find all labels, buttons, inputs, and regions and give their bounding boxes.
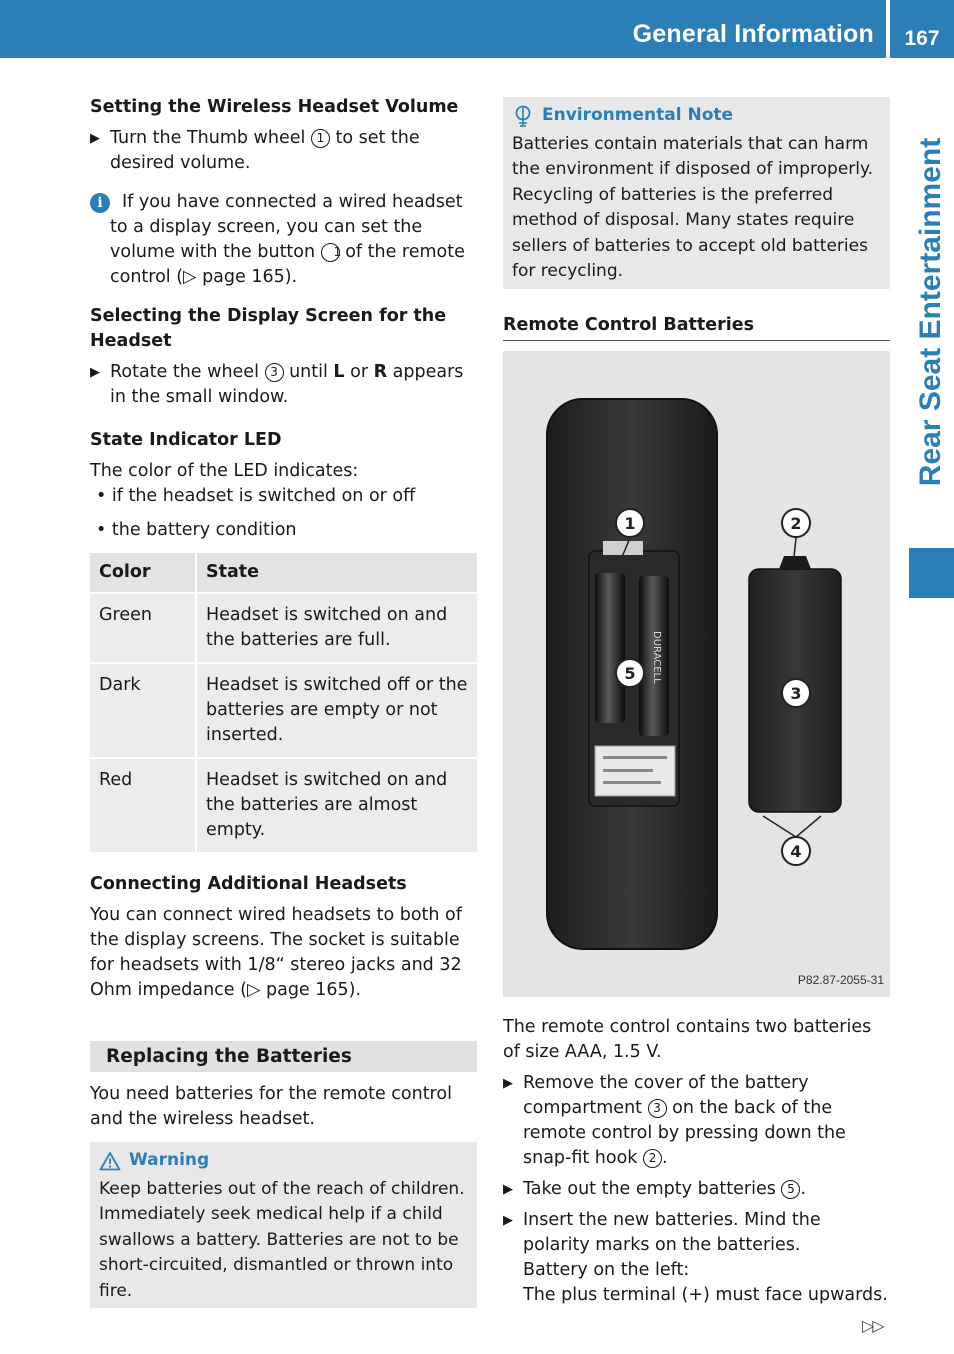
battery-brand-label: DURACELL xyxy=(651,630,662,684)
callout-2-icon xyxy=(782,509,810,537)
svg-text:1: 1 xyxy=(624,513,636,533)
svg-text:3: 3 xyxy=(790,683,802,703)
callout-3-icon xyxy=(782,679,810,707)
callout-3-icon: 3 xyxy=(265,363,284,382)
callout-5-icon xyxy=(616,659,644,687)
callout-2-icon: 2 xyxy=(643,1149,662,1168)
svg-text:2: 2 xyxy=(790,513,802,533)
step-arrow-icon: ▶ xyxy=(503,1075,513,1091)
table-header: State xyxy=(196,553,477,593)
connect-text: You can connect wired headsets to both of the display screens. The socket is suitable for headsets with 1/8“ stereo jacks and 32 Ohm impedance (▷ page 165). xyxy=(90,905,462,1000)
connect-heading: Connecting Additional Headsets xyxy=(90,874,407,894)
callout-3-icon: 3 xyxy=(648,1099,667,1118)
page-number-box xyxy=(890,0,954,58)
table-row xyxy=(90,663,477,758)
step-insert-batteries: ▶ Insert the new batteries. Mind the polarity marks on the batteries. Battery on the left: The plus terminal (+) must face upwards. xyxy=(503,1209,888,1305)
environmental-note-box xyxy=(503,97,890,289)
led-intro: The color of the LED indicates: xyxy=(90,461,359,481)
side-tab-marker xyxy=(909,548,954,598)
table-header: Color xyxy=(90,553,196,593)
step-remove-cover: ▶ Remove the cover of the battery compartment 3 on the back of the remote control by pressing down the snap-fit hook 2 . xyxy=(503,1072,846,1168)
info-icon: i xyxy=(90,193,110,213)
warning-box xyxy=(90,1142,477,1308)
list-item: • if the headset is switched on or off xyxy=(96,486,416,506)
callout-5-icon: 5 xyxy=(781,1180,800,1199)
page-number: 167 xyxy=(904,27,940,50)
remote-control-text: The remote control contains two batteries of size AAA, 1.5 V. xyxy=(503,1016,872,1062)
remote-control-figure xyxy=(503,351,890,997)
side-tab-label: Rear Seat Entertainment xyxy=(914,137,947,487)
replace-text: You need batteries for the remote control and the wireless headset. xyxy=(90,1084,452,1129)
svg-text:5: 5 xyxy=(624,663,636,683)
warning-title: Warning xyxy=(129,1150,210,1170)
continue-marker-icon: ▷▷ xyxy=(862,1316,883,1335)
remote-control-illustration xyxy=(503,351,890,997)
table-cell: Dark xyxy=(90,663,196,758)
remote-control-heading: Remote Control Batteries xyxy=(503,313,890,341)
led-heading: State Indicator LED xyxy=(90,430,282,450)
table-header-row xyxy=(90,553,477,593)
step-arrow-icon: ▶ xyxy=(503,1181,513,1197)
side-tab xyxy=(909,58,954,544)
environmental-note-title: Environmental Note xyxy=(542,105,734,125)
left-column xyxy=(90,95,477,1308)
figure-reference: P82.87-2055-31 xyxy=(797,972,884,987)
step-take-out-batteries: ▶ Take out the empty batteries 5 . xyxy=(503,1177,890,1202)
table-cell: Headset is switched on and the batteries are almost empty. xyxy=(196,758,477,853)
step-arrow-icon: ▶ xyxy=(90,131,100,146)
callout-1-icon xyxy=(616,509,644,537)
table-cell: Green xyxy=(90,593,196,663)
lightbulb-icon xyxy=(512,104,534,128)
led-state-table xyxy=(90,553,477,854)
list-item: • the battery condition xyxy=(96,520,297,540)
chapter-title: General Information xyxy=(632,20,874,48)
replace-section-heading: Replacing the Batteries xyxy=(90,1041,477,1072)
callout-1-icon: 1 xyxy=(311,129,330,148)
svg-text:4: 4 xyxy=(790,841,802,861)
volume-step: ▶ Turn the Thumb wheel 1 to set the desired volume. xyxy=(90,128,420,173)
warning-triangle-icon xyxy=(99,1151,121,1171)
select-heading: Selecting the Display Screen for the Headset xyxy=(90,306,447,351)
select-step: ▶ Rotate the wheel 3 until L or R appears in the small window. xyxy=(90,362,464,407)
header-bar xyxy=(0,0,886,58)
callout-4-icon xyxy=(782,837,810,865)
right-column xyxy=(503,97,890,1308)
table-cell: Red xyxy=(90,758,196,853)
warning-text: Keep batteries out of the reach of children. Immediately seek medical help if a child swallows a battery. Batteries are not to be short-circuited, dismantled or thrown into fire. xyxy=(99,1178,465,1301)
battery-left xyxy=(595,573,625,723)
volume-heading: Setting the Wireless Headset Volume xyxy=(90,97,459,117)
table-row xyxy=(90,758,477,853)
table-cell: Headset is switched off or the batteries are empty or not inserted. xyxy=(196,663,477,758)
environmental-note-text: Batteries contain materials that can harm the environment if disposed of improperly. Recycling of batteries is the preferred method of disposal. Many states require sellers of batteries to accept old batteries for recycling. xyxy=(512,133,874,281)
table-cell: Headset is switched on and the batteries are full. xyxy=(196,593,477,663)
callout-1-icon: 1 xyxy=(321,243,340,262)
step-arrow-icon: ▶ xyxy=(90,365,100,380)
step-arrow-icon: ▶ xyxy=(503,1212,513,1228)
table-row xyxy=(90,593,477,663)
info-note: i If you have connected a wired headset to a display screen, you can set the volume with the button 1 of the remote control (▷ page 165). xyxy=(90,190,477,290)
